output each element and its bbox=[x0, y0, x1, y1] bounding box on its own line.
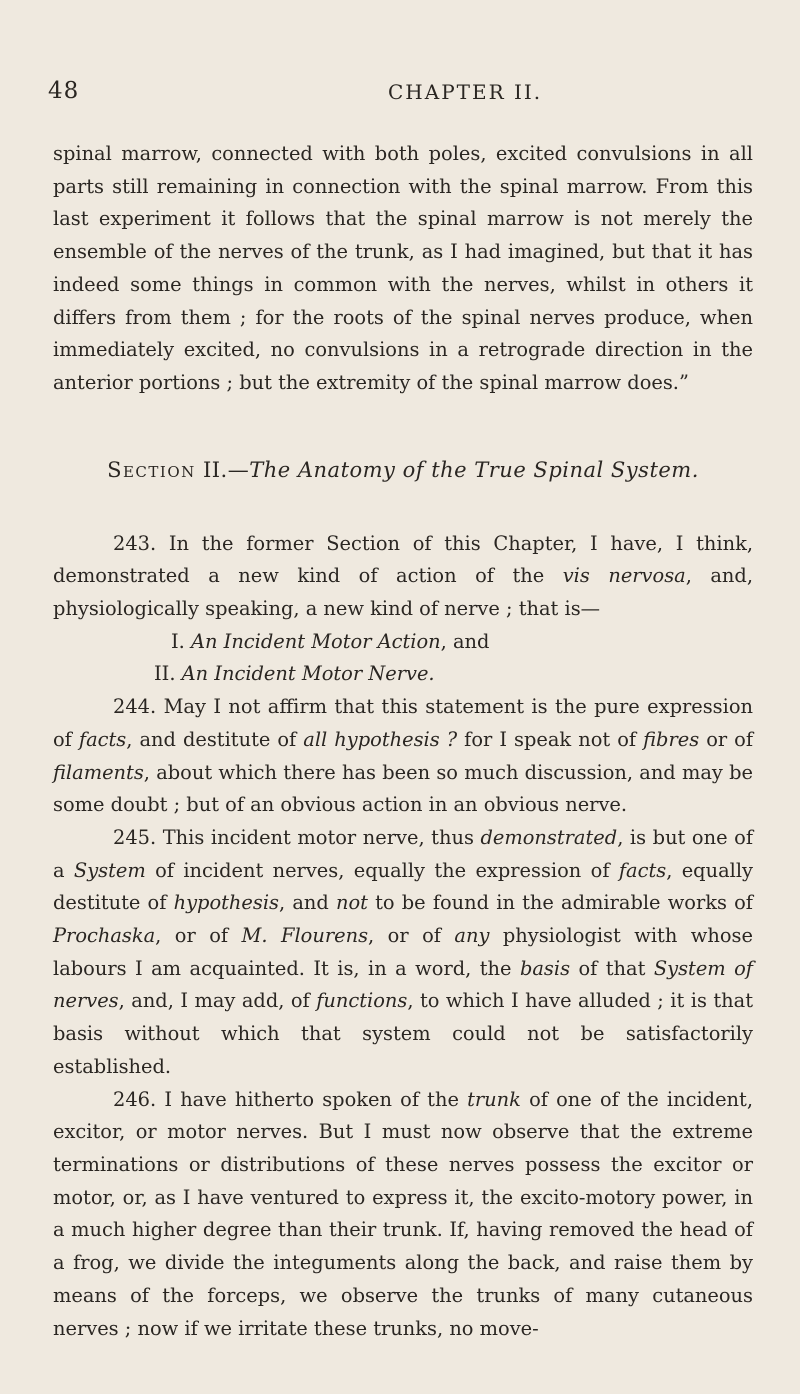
italic-run: basis bbox=[519, 956, 571, 980]
text-run: of incident nerves, equally the expression of bbox=[145, 858, 619, 882]
text-run: or of bbox=[699, 727, 754, 751]
italic-run: vis nervosa bbox=[562, 564, 686, 588]
italic-run: System of nerves bbox=[53, 956, 753, 1013]
text-run: , and, physiologically speaking, a new kind of nerve ; that is— bbox=[53, 564, 753, 621]
list-numeral: II. bbox=[154, 662, 182, 686]
page-body bbox=[53, 138, 753, 1345]
paragraph-245 bbox=[53, 822, 753, 1084]
paragraph-continued: spinal marrow, connected with both poles, excited convulsions in all parts still remaining in connection with the spinal marrow. From this last experiment it follows that the spinal marrow is not merely the ensemble of the nerves of the trunk, as I had imagined, but that it has indeed some things in common with the nerves, whilst in others it differs from them ; for the roots of the spinal nerves produce, when immediately excited, no convulsions in a retrograde direction in the anterior portions ; but the extremity of the spinal marrow does.” bbox=[53, 142, 753, 394]
text-run: 245. This incident motor nerve, thus bbox=[113, 825, 481, 849]
italic-run: filaments bbox=[53, 760, 144, 784]
text-run: , equally destitute of bbox=[53, 858, 753, 915]
italic-run: not bbox=[335, 891, 368, 915]
list-item-2 bbox=[53, 658, 753, 691]
text-run: to be found in the admirable works of bbox=[367, 891, 753, 915]
text-run: for I speak not of bbox=[457, 727, 644, 751]
italic-run: facts bbox=[618, 858, 667, 882]
text-run: physiologist with whose labours I am acquainted. It is, in a word, the bbox=[53, 924, 753, 980]
text-run: 246. I have hitherto spoken of the bbox=[113, 1087, 468, 1111]
paragraph-246 bbox=[53, 1084, 753, 1346]
italic-run: all hypothesis ? bbox=[303, 727, 458, 751]
italic-run: Prochaska bbox=[53, 924, 156, 948]
list-item-1 bbox=[53, 626, 753, 659]
text-run: , and bbox=[278, 891, 336, 915]
page-number: 48 bbox=[48, 78, 80, 104]
text-run: , to which I have alluded ; it is that basis without which that system could not be satisfactorily established. bbox=[53, 989, 753, 1078]
italic-run: facts bbox=[78, 727, 127, 751]
section-label: Section bbox=[107, 457, 196, 482]
text-run: , and, I may add, of bbox=[118, 989, 317, 1013]
text-run: 244. May I not affirm that this statement is the pure expression of bbox=[53, 695, 753, 751]
italic-run: M. Flourens bbox=[241, 924, 369, 948]
text-run: , about which there has been so much discussion, and may be some doubt ; but of an obvious action in an obvious nerve. bbox=[53, 760, 753, 817]
running-head: CHAPTER II. bbox=[388, 80, 543, 104]
section-heading bbox=[53, 458, 753, 482]
italic-run: fibres bbox=[643, 727, 700, 751]
text-run: , is but one of a bbox=[53, 825, 753, 882]
list-text: An Incident Motor Action bbox=[191, 629, 441, 653]
paragraph-244 bbox=[53, 691, 753, 822]
section-number: II.— bbox=[195, 457, 250, 482]
section-title: The Anatomy of the True Spinal System. bbox=[249, 457, 699, 482]
italic-run: trunk bbox=[467, 1087, 521, 1111]
text-run: 243. In the former Section of this Chapter, I have, I think, demonstrated a new kind of action of the bbox=[53, 531, 753, 588]
text-run: , or of bbox=[155, 924, 242, 948]
list-text: An Incident Motor Nerve. bbox=[181, 662, 435, 686]
italic-run: demonstrated bbox=[480, 825, 618, 849]
italic-run: System bbox=[73, 858, 146, 882]
italic-run: functions bbox=[316, 989, 408, 1013]
text-run: of that bbox=[570, 956, 654, 980]
italic-run: any bbox=[454, 924, 490, 948]
paragraph-243 bbox=[53, 528, 753, 626]
italic-run: hypothesis bbox=[173, 891, 279, 915]
text-run: of one of the incident, excitor, or motor nerves. But I must now observe that the extreme terminations or distributions of these nerves possess the excitor or motor, or, as I have ventured to express it, the excito-motory power, in a much higher degree than their trunk. If, having removed the head of a frog, we divide the integuments along the back, and raise them by means of the forceps, we observe the trunks of many cutaneous nerves ; now if we irritate these trunks, no move- bbox=[53, 1087, 754, 1340]
text-run: , and destitute of bbox=[126, 727, 304, 751]
text-run: , or of bbox=[368, 924, 455, 948]
list-numeral: I. bbox=[171, 629, 191, 653]
page-header bbox=[48, 78, 752, 110]
list-tail: , and bbox=[440, 629, 490, 653]
